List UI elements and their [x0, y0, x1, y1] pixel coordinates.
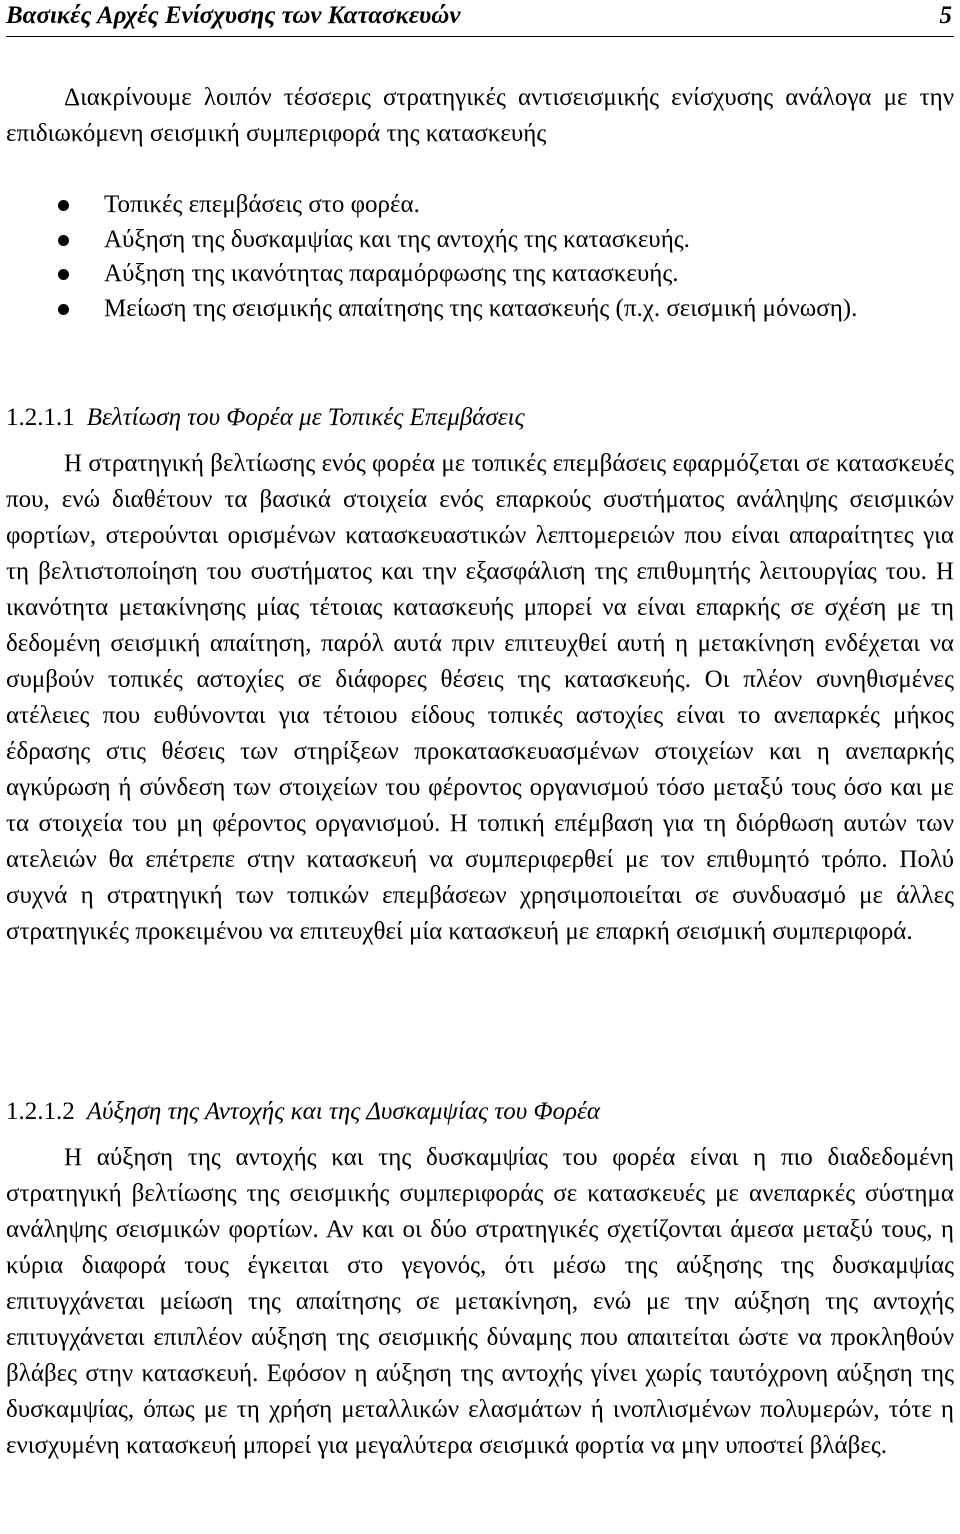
list-item: [6, 188, 954, 223]
list-item-text: Αύξηση της δυσκαμψίας και της αντοχής της κατασκευής.: [104, 225, 690, 253]
section-body-1: [6, 446, 954, 950]
bullet-icon: [58, 269, 69, 280]
section-number: 1.2.1.1: [6, 404, 75, 431]
intro-block: [6, 80, 954, 152]
list-item-text: Τοπικές επεμβάσεις στο φορέα.: [104, 191, 420, 218]
list-item-text: Μείωση της σεισμικής απαίτησης της κατασκευής (π.χ. σεισμική μόνωση).: [104, 294, 858, 322]
bullet-icon: [58, 304, 69, 315]
strategy-list: [6, 188, 954, 326]
bullet-icon: [58, 200, 69, 211]
section-paragraph: Η αύξηση της αντοχής και της δυσκαμψίας του φορέα είναι η πιο διαδεδομένη στρατηγική βελτίωσης της σεισμικής συμπεριφοράς σε κατασκευές με ανεπαρκές σύστημα ανάληψης σεισμικών φορτίων. Αν και οι δύο στρατηγικές σχετίζονται άμεσα μεταξύ τους, η κύρια διαφορά τους έγκειται στο γεγονός, ότι μέσω της αύξησης της δυσκαμψίας επιτυγχάνεται μείωση της απαίτησης σε μετακίνηση, ενώ με την αύξηση της αντοχής επιτυγχάνεται επιπλέον αύξηση της σεισμικής δύναμης που απαιτείται ώστε να προκληθούν βλάβες στην κατασκευή. Εφόσον η αύξηση της αντοχής γίνει χωρίς ταυτόχρονη αύξηση της δυσκαμψίας, όπως με τη χρήση μεταλλικών ελασμάτων ή ινοπλισμένων πολυμερών, τότε η ενισχυμένη κατασκευή μπορεί για μεγαλύτερα σεισμικά φορτία να μην υποστεί βλάβες.: [6, 1144, 954, 1459]
header-title: Βασικές Αρχές Ενίσχυσης των Κατασκευών: [6, 2, 461, 29]
section-paragraph: Η στρατηγική βελτίωσης ενός φορέα με τοπικές επεμβάσεις εφαρμόζεται σε κατασκευές που, ενώ διαθέτουν τα βασικά στοιχεία ενός επαρκούς συστήματος ανάληψης σεισμικών φορτίων, στερούνται ορισμένων κατασκευαστικών λεπτομερειών που είναι απαραίτητες για τη βελτιστοποίηση του συστήματος και την εξασφάλιση της επιθυμητής λειτουργίας του. Η ικανότητα μετακίνησης μίας τέτοιας κατασκευής μπορεί να είναι επαρκής σε σχέση με τη δεδομένη σεισμική απαίτηση, παρόλ αυτά πριν επιτευχθεί αυτή η μετακίνηση ενδέχεται να συμβούν τοπικές αστοχίες σε διάφορες θέσεις της κατασκευής. Οι πλέον συνηθισμένες ατέλειες που ευθύνονται για τέτοιου είδους τοπικές αστοχίες είναι το ανεπαρκές μήκος έδρασης στις θέσεις των στηρίξεων προκατασκευασμένων στοιχείων και η ανεπαρκής αγκύρωση ή σύνδεση των στοιχείων του φέροντος οργανισμού τόσο μεταξύ τους όσο και με τα στοιχεία του μη φέροντος οργανισμού. Η τοπική επέμβαση για τη διόρθωση αυτών των ατελειών θα επέτρεπε στην κατασκευή να συμπεριφερθεί με τον επιθυμητό τρόπο. Πολύ συχνά η στρατηγική των τοπικών επεμβάσεων χρησιμοποιείται σε συνδυασμό με άλλες στρατηγικές προκειμένου να επιτευχθεί μία κατασκευή με επαρκή σεισμική συμπεριφορά.: [6, 450, 954, 945]
list-item: [6, 223, 954, 258]
section-heading-2: [6, 1098, 600, 1126]
page-number: 5: [939, 2, 952, 29]
list-item: [6, 292, 954, 327]
page-header: [6, 0, 954, 37]
section-title: Βελτίωση του Φορέα με Τοπικές Επεμβάσεις: [86, 404, 525, 431]
section-body-2: [6, 1140, 954, 1464]
list-item-text: Αύξηση της ικανότητας παραμόρφωσης της κατασκευής.: [104, 260, 679, 287]
intro-paragraph: Διακρίνουμε λοιπόν τέσσερις στρατηγικές αντισεισμικής ενίσχυσης ανάλογα με την επιδιωκόμενη σεισμική συμπεριφορά της κατασκευής: [6, 84, 954, 147]
section-title: Αύξηση της Αντοχής και της Δυσκαμψίας του Φορέα: [86, 1098, 601, 1125]
bullet-icon: [58, 235, 69, 246]
list-item: [6, 257, 954, 292]
section-number: 1.2.1.2: [6, 1098, 75, 1125]
section-heading-1: [6, 404, 525, 432]
